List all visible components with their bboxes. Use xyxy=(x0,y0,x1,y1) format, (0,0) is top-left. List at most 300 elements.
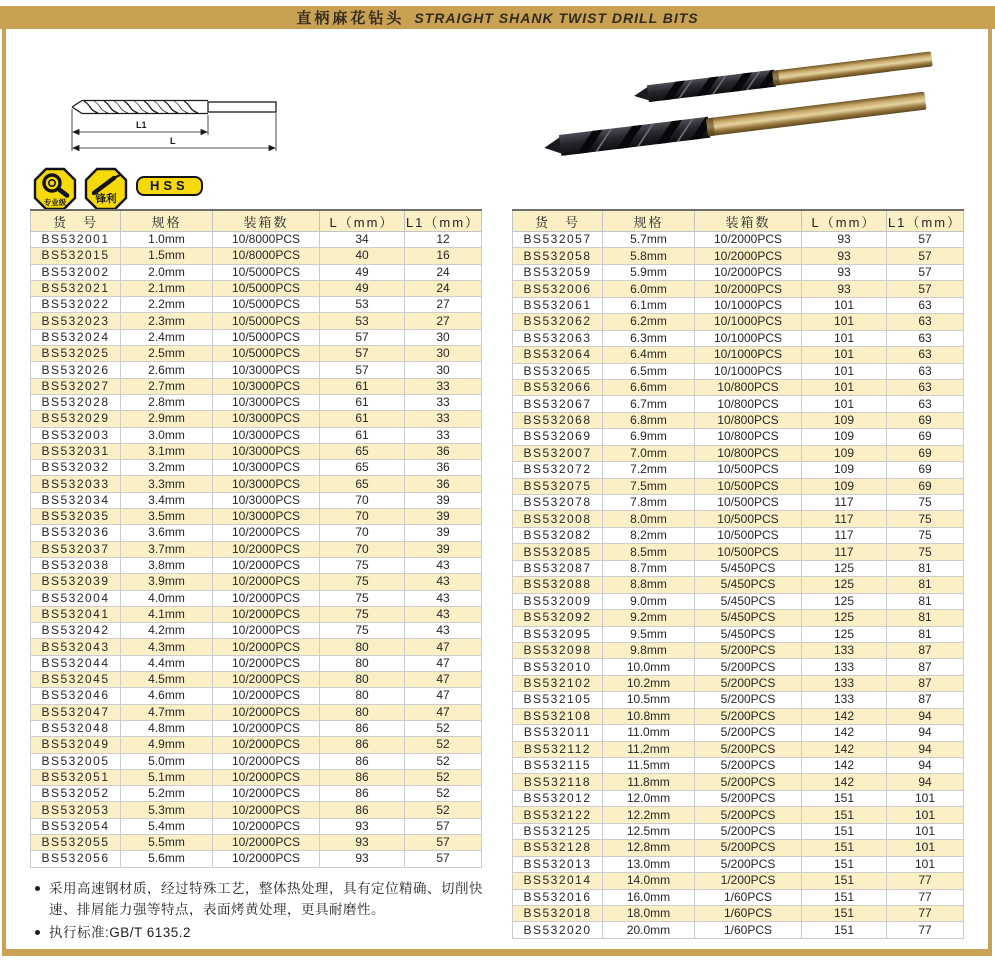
cell-l1: 75 xyxy=(887,511,964,527)
cell-item-no: BS532020 xyxy=(513,922,603,938)
table-row xyxy=(513,314,964,330)
cell-pack-qty: 10/5000PCS xyxy=(213,329,320,345)
cell-l1: 24 xyxy=(405,280,482,296)
cell-l1: 94 xyxy=(887,741,964,757)
cell-item-no: BS532002 xyxy=(31,264,121,280)
cell-pack-qty: 10/800PCS xyxy=(695,445,802,461)
cell-l1: 63 xyxy=(887,396,964,412)
badge-quality-label: 专业级 xyxy=(43,198,67,207)
cell-item-no: BS532057 xyxy=(513,232,603,248)
cell-spec: 2.4mm xyxy=(121,329,213,345)
cell-pack-qty: 10/2000PCS xyxy=(213,574,320,590)
feature-badges xyxy=(33,166,203,212)
cell-l: 86 xyxy=(320,720,405,736)
cell-item-no: BS532037 xyxy=(31,541,121,557)
cell-l: 75 xyxy=(320,574,405,590)
cell-l1: 12 xyxy=(405,232,482,248)
cell-item-no: BS532023 xyxy=(31,313,121,329)
cell-spec: 6.9mm xyxy=(603,429,695,445)
cell-spec: 5.3mm xyxy=(121,802,213,818)
cell-pack-qty: 10/2000PCS xyxy=(213,704,320,720)
cell-pack-qty: 10/500PCS xyxy=(695,527,802,543)
cell-l: 65 xyxy=(320,476,405,492)
cell-item-no: BS532014 xyxy=(513,873,603,889)
cell-spec: 20.0mm xyxy=(603,922,695,938)
table-row xyxy=(31,411,482,427)
cell-spec: 6.0mm xyxy=(603,281,695,297)
table-row xyxy=(513,347,964,363)
cell-spec: 12.0mm xyxy=(603,790,695,806)
cell-spec: 6.8mm xyxy=(603,412,695,428)
cell-item-no: BS532022 xyxy=(31,297,121,313)
cell-pack-qty: 10/2000PCS xyxy=(213,606,320,622)
cell-spec: 3.9mm xyxy=(121,574,213,590)
cell-spec: 10.5mm xyxy=(603,692,695,708)
cell-pack-qty: 10/800PCS xyxy=(695,379,802,395)
cell-l: 65 xyxy=(320,460,405,476)
cell-item-no: BS532025 xyxy=(31,346,121,362)
cell-item-no: BS532015 xyxy=(31,248,121,264)
cell-l: 125 xyxy=(802,593,887,609)
cell-item-no: BS532012 xyxy=(513,790,603,806)
cell-l1: 43 xyxy=(405,574,482,590)
cell-spec: 8.7mm xyxy=(603,560,695,576)
cell-l: 151 xyxy=(802,905,887,921)
cell-l1: 87 xyxy=(887,692,964,708)
col-header-pack-qty: 装箱数 xyxy=(213,210,320,232)
cell-l: 57 xyxy=(320,362,405,378)
header-row xyxy=(31,210,482,232)
cell-spec: 2.5mm xyxy=(121,346,213,362)
table-row xyxy=(31,672,482,688)
gold-frame-left xyxy=(2,29,6,956)
cell-l1: 52 xyxy=(405,720,482,736)
cell-l1: 81 xyxy=(887,626,964,642)
cell-l: 109 xyxy=(802,462,887,478)
cell-pack-qty: 5/200PCS xyxy=(695,774,802,790)
cell-l: 101 xyxy=(802,330,887,346)
cell-pack-qty: 10/5000PCS xyxy=(213,297,320,313)
table-row xyxy=(513,527,964,543)
cell-spec: 9.5mm xyxy=(603,626,695,642)
cell-spec: 5.8mm xyxy=(603,248,695,264)
cell-item-no: BS532046 xyxy=(31,688,121,704)
cell-l1: 101 xyxy=(887,823,964,839)
cell-l: 75 xyxy=(320,606,405,622)
cell-pack-qty: 5/200PCS xyxy=(695,659,802,675)
cell-l1: 33 xyxy=(405,394,482,410)
table-row xyxy=(31,704,482,720)
cell-l: 125 xyxy=(802,626,887,642)
cell-item-no: BS532049 xyxy=(31,737,121,753)
cell-item-no: BS532069 xyxy=(513,429,603,445)
cell-item-no: BS532045 xyxy=(31,672,121,688)
cell-pack-qty: 10/500PCS xyxy=(695,462,802,478)
cell-l1: 52 xyxy=(405,769,482,785)
cell-l1: 52 xyxy=(405,737,482,753)
col-header-pack-qty: 装箱数 xyxy=(695,210,802,232)
cell-spec: 12.2mm xyxy=(603,807,695,823)
cell-pack-qty: 10/2000PCS xyxy=(213,639,320,655)
cell-pack-qty: 10/800PCS xyxy=(695,412,802,428)
cell-l1: 94 xyxy=(887,708,964,724)
cell-l: 109 xyxy=(802,429,887,445)
cell-l1: 30 xyxy=(405,346,482,362)
cell-l1: 101 xyxy=(887,840,964,856)
cell-l1: 101 xyxy=(887,790,964,806)
cell-item-no: BS532033 xyxy=(31,476,121,492)
cell-spec: 2.0mm xyxy=(121,264,213,280)
cell-pack-qty: 10/2000PCS xyxy=(213,786,320,802)
cell-item-no: BS532029 xyxy=(31,411,121,427)
cell-pack-qty: 10/2000PCS xyxy=(213,590,320,606)
cell-pack-qty: 10/2000PCS xyxy=(213,525,320,541)
cell-item-no: BS532044 xyxy=(31,655,121,671)
table-row xyxy=(31,525,482,541)
cell-pack-qty: 10/2000PCS xyxy=(213,834,320,850)
cell-l1: 101 xyxy=(887,856,964,872)
cell-spec: 7.2mm xyxy=(603,462,695,478)
table-row xyxy=(513,741,964,757)
cell-l1: 81 xyxy=(887,593,964,609)
cell-l: 117 xyxy=(802,511,887,527)
cell-spec: 4.2mm xyxy=(121,623,213,639)
cell-l: 109 xyxy=(802,412,887,428)
table-row xyxy=(513,807,964,823)
table-row xyxy=(31,851,482,867)
cell-item-no: BS532038 xyxy=(31,557,121,573)
cell-pack-qty: 10/2000PCS xyxy=(213,802,320,818)
cell-l1: 27 xyxy=(405,313,482,329)
cell-pack-qty: 5/450PCS xyxy=(695,626,802,642)
cell-l: 101 xyxy=(802,396,887,412)
cell-l1: 69 xyxy=(887,478,964,494)
table-row xyxy=(513,758,964,774)
col-header-item-no: 货 号 xyxy=(513,210,603,232)
cell-item-no: BS532092 xyxy=(513,610,603,626)
cell-spec: 8.8mm xyxy=(603,577,695,593)
cell-pack-qty: 10/3000PCS xyxy=(213,492,320,508)
cell-item-no: BS532066 xyxy=(513,379,603,395)
cell-l1: 94 xyxy=(887,758,964,774)
cell-item-no: BS532063 xyxy=(513,330,603,346)
table-row xyxy=(513,823,964,839)
cell-l: 151 xyxy=(802,856,887,872)
cell-l1: 36 xyxy=(405,443,482,459)
cell-item-no: BS532001 xyxy=(31,232,121,248)
cell-spec: 5.7mm xyxy=(603,232,695,248)
cell-item-no: BS532042 xyxy=(31,623,121,639)
cell-item-no: BS532064 xyxy=(513,347,603,363)
cell-pack-qty: 1/60PCS xyxy=(695,889,802,905)
col-header-spec: 规格 xyxy=(121,210,213,232)
cell-l1: 43 xyxy=(405,590,482,606)
cell-l: 93 xyxy=(802,248,887,264)
cell-pack-qty: 10/3000PCS xyxy=(213,411,320,427)
table-row xyxy=(31,590,482,606)
cell-spec: 2.9mm xyxy=(121,411,213,427)
cell-pack-qty: 5/200PCS xyxy=(695,675,802,691)
cell-item-no: BS532115 xyxy=(513,758,603,774)
cell-l1: 81 xyxy=(887,610,964,626)
cell-l1: 47 xyxy=(405,639,482,655)
cell-spec: 16.0mm xyxy=(603,889,695,905)
table-row xyxy=(513,856,964,872)
cell-l1: 81 xyxy=(887,577,964,593)
cell-l1: 43 xyxy=(405,606,482,622)
cell-spec: 6.6mm xyxy=(603,379,695,395)
cell-item-no: BS532039 xyxy=(31,574,121,590)
cell-l: 75 xyxy=(320,557,405,573)
cell-spec: 6.1mm xyxy=(603,297,695,313)
cell-l: 125 xyxy=(802,577,887,593)
cell-l: 86 xyxy=(320,753,405,769)
table-row xyxy=(31,427,482,443)
cell-spec: 3.1mm xyxy=(121,443,213,459)
cell-l: 151 xyxy=(802,807,887,823)
table-row xyxy=(513,873,964,889)
cell-spec: 9.0mm xyxy=(603,593,695,609)
cell-pack-qty: 10/3000PCS xyxy=(213,362,320,378)
cell-spec: 5.1mm xyxy=(121,769,213,785)
cell-l: 151 xyxy=(802,823,887,839)
cell-l: 80 xyxy=(320,639,405,655)
cell-pack-qty: 10/5000PCS xyxy=(213,313,320,329)
cell-l1: 69 xyxy=(887,429,964,445)
cell-item-no: BS532118 xyxy=(513,774,603,790)
cell-l: 93 xyxy=(802,232,887,248)
cell-l: 70 xyxy=(320,492,405,508)
cell-pack-qty: 10/2000PCS xyxy=(213,541,320,557)
cell-pack-qty: 5/200PCS xyxy=(695,790,802,806)
cell-spec: 10.0mm xyxy=(603,659,695,675)
table-row xyxy=(31,362,482,378)
table-row xyxy=(31,753,482,769)
cell-item-no: BS532031 xyxy=(31,443,121,459)
cell-l: 49 xyxy=(320,280,405,296)
cell-l: 61 xyxy=(320,394,405,410)
cell-l1: 47 xyxy=(405,655,482,671)
table-row xyxy=(31,737,482,753)
page-title-english: STRAIGHT SHANK TWIST DRILL BITS xyxy=(414,9,699,26)
cell-pack-qty: 5/200PCS xyxy=(695,758,802,774)
cell-l1: 39 xyxy=(405,541,482,557)
cell-spec: 11.5mm xyxy=(603,758,695,774)
cell-l: 61 xyxy=(320,427,405,443)
cell-spec: 4.1mm xyxy=(121,606,213,622)
cell-l1: 77 xyxy=(887,889,964,905)
cell-l: 101 xyxy=(802,297,887,313)
cell-l: 101 xyxy=(802,379,887,395)
table-row xyxy=(31,264,482,280)
table-row xyxy=(513,363,964,379)
cell-l1: 69 xyxy=(887,462,964,478)
cell-spec: 4.6mm xyxy=(121,688,213,704)
cell-l1: 75 xyxy=(887,495,964,511)
cell-item-no: BS532011 xyxy=(513,725,603,741)
cell-spec: 2.6mm xyxy=(121,362,213,378)
cell-spec: 8.2mm xyxy=(603,527,695,543)
cell-l: 142 xyxy=(802,725,887,741)
cell-pack-qty: 10/500PCS xyxy=(695,495,802,511)
cell-pack-qty: 10/2000PCS xyxy=(695,281,802,297)
table-row xyxy=(31,476,482,492)
cell-l1: 63 xyxy=(887,314,964,330)
cell-l: 93 xyxy=(320,834,405,850)
cell-pack-qty: 10/3000PCS xyxy=(213,378,320,394)
cell-item-no: BS532102 xyxy=(513,675,603,691)
cell-pack-qty: 5/200PCS xyxy=(695,741,802,757)
table-row xyxy=(513,626,964,642)
cell-l: 133 xyxy=(802,692,887,708)
note-material: 采用高速钢材质，经过特殊工艺，整体热处理，具有定位精确、切削快速、排屑能力强等特点，表面烤黄处理，更具耐磨性。 xyxy=(34,878,500,920)
cell-l1: 87 xyxy=(887,642,964,658)
cell-pack-qty: 5/200PCS xyxy=(695,807,802,823)
cell-l: 80 xyxy=(320,655,405,671)
cell-pack-qty: 10/2000PCS xyxy=(213,688,320,704)
gold-frame-right xyxy=(988,29,992,956)
cell-item-no: BS532095 xyxy=(513,626,603,642)
cell-l1: 39 xyxy=(405,509,482,525)
cell-l: 86 xyxy=(320,786,405,802)
table-row xyxy=(31,639,482,655)
cell-l1: 75 xyxy=(887,527,964,543)
table-row xyxy=(31,313,482,329)
cell-l: 117 xyxy=(802,544,887,560)
cell-l1: 57 xyxy=(405,834,482,850)
cell-spec: 4.0mm xyxy=(121,590,213,606)
cell-l: 93 xyxy=(802,264,887,280)
cell-item-no: BS532072 xyxy=(513,462,603,478)
cell-l: 101 xyxy=(802,314,887,330)
table-row xyxy=(513,659,964,675)
cell-item-no: BS532041 xyxy=(31,606,121,622)
cell-spec: 2.1mm xyxy=(121,280,213,296)
cell-item-no: BS532005 xyxy=(31,753,121,769)
cell-spec: 3.3mm xyxy=(121,476,213,492)
cell-pack-qty: 5/200PCS xyxy=(695,823,802,839)
cell-l: 40 xyxy=(320,248,405,264)
cell-spec: 14.0mm xyxy=(603,873,695,889)
cell-pack-qty: 10/8000PCS xyxy=(213,232,320,248)
table-row xyxy=(31,541,482,557)
cell-spec: 4.7mm xyxy=(121,704,213,720)
product-notes xyxy=(34,878,500,945)
table-row xyxy=(31,818,482,834)
cell-pack-qty: 10/2000PCS xyxy=(213,818,320,834)
cell-spec: 3.5mm xyxy=(121,509,213,525)
cell-spec: 5.5mm xyxy=(121,834,213,850)
table-row xyxy=(31,460,482,476)
cell-item-no: BS532034 xyxy=(31,492,121,508)
cell-spec: 9.8mm xyxy=(603,642,695,658)
cell-spec: 3.7mm xyxy=(121,541,213,557)
cell-spec: 11.8mm xyxy=(603,774,695,790)
cell-spec: 6.5mm xyxy=(603,363,695,379)
cell-item-no: BS532098 xyxy=(513,642,603,658)
cell-spec: 10.2mm xyxy=(603,675,695,691)
cell-spec: 5.6mm xyxy=(121,851,213,867)
table-row xyxy=(31,574,482,590)
cell-l1: 43 xyxy=(405,557,482,573)
cell-l: 151 xyxy=(802,790,887,806)
cell-l: 53 xyxy=(320,313,405,329)
hss-badge: HSS xyxy=(136,176,203,196)
table-row xyxy=(31,557,482,573)
table-row xyxy=(513,412,964,428)
table-row xyxy=(513,232,964,248)
cell-pack-qty: 10/2000PCS xyxy=(213,753,320,769)
table-row xyxy=(31,623,482,639)
cell-l1: 81 xyxy=(887,560,964,576)
cell-item-no: BS532082 xyxy=(513,527,603,543)
cell-l: 65 xyxy=(320,443,405,459)
cell-pack-qty: 10/800PCS xyxy=(695,396,802,412)
cell-spec: 7.8mm xyxy=(603,495,695,511)
cell-pack-qty: 10/2000PCS xyxy=(213,672,320,688)
cell-item-no: BS532004 xyxy=(31,590,121,606)
cell-pack-qty: 10/2000PCS xyxy=(213,851,320,867)
table-row xyxy=(513,922,964,938)
cell-l: 49 xyxy=(320,264,405,280)
cell-item-no: BS532055 xyxy=(31,834,121,850)
cell-l1: 63 xyxy=(887,363,964,379)
table-row xyxy=(513,396,964,412)
table-row xyxy=(513,445,964,461)
cell-l1: 63 xyxy=(887,379,964,395)
cell-item-no: BS532007 xyxy=(513,445,603,461)
table-row xyxy=(31,606,482,622)
sharp-badge xyxy=(84,166,128,212)
cell-pack-qty: 10/3000PCS xyxy=(213,476,320,492)
table-row xyxy=(513,429,964,445)
page-title-chinese: 直柄麻花钻头 xyxy=(296,10,405,27)
cell-spec: 5.9mm xyxy=(603,264,695,280)
table-row xyxy=(31,232,482,248)
cell-l1: 52 xyxy=(405,802,482,818)
cell-item-no: BS532125 xyxy=(513,823,603,839)
cell-spec: 12.5mm xyxy=(603,823,695,839)
cell-spec: 5.2mm xyxy=(121,786,213,802)
col-header-l: L（mm） xyxy=(802,210,887,232)
cell-l1: 30 xyxy=(405,362,482,378)
cell-item-no: BS532056 xyxy=(31,851,121,867)
cell-item-no: BS532061 xyxy=(513,297,603,313)
cell-pack-qty: 10/5000PCS xyxy=(213,280,320,296)
cell-item-no: BS532087 xyxy=(513,560,603,576)
professional-grade-badge xyxy=(33,166,77,212)
cell-spec: 6.2mm xyxy=(603,314,695,330)
cell-pack-qty: 10/2000PCS xyxy=(213,720,320,736)
table-row xyxy=(513,495,964,511)
cell-l1: 36 xyxy=(405,460,482,476)
cell-pack-qty: 10/1000PCS xyxy=(695,363,802,379)
cell-item-no: BS532068 xyxy=(513,412,603,428)
table-row xyxy=(513,610,964,626)
cell-spec: 3.4mm xyxy=(121,492,213,508)
cell-spec: 18.0mm xyxy=(603,905,695,921)
cell-item-no: BS532036 xyxy=(31,525,121,541)
cell-l: 142 xyxy=(802,708,887,724)
table-row xyxy=(31,509,482,525)
cell-item-no: BS532051 xyxy=(31,769,121,785)
cell-l: 109 xyxy=(802,478,887,494)
cell-l1: 39 xyxy=(405,525,482,541)
cell-spec: 1.5mm xyxy=(121,248,213,264)
table-row xyxy=(31,786,482,802)
cell-l: 101 xyxy=(802,347,887,363)
cell-pack-qty: 10/2000PCS xyxy=(213,655,320,671)
